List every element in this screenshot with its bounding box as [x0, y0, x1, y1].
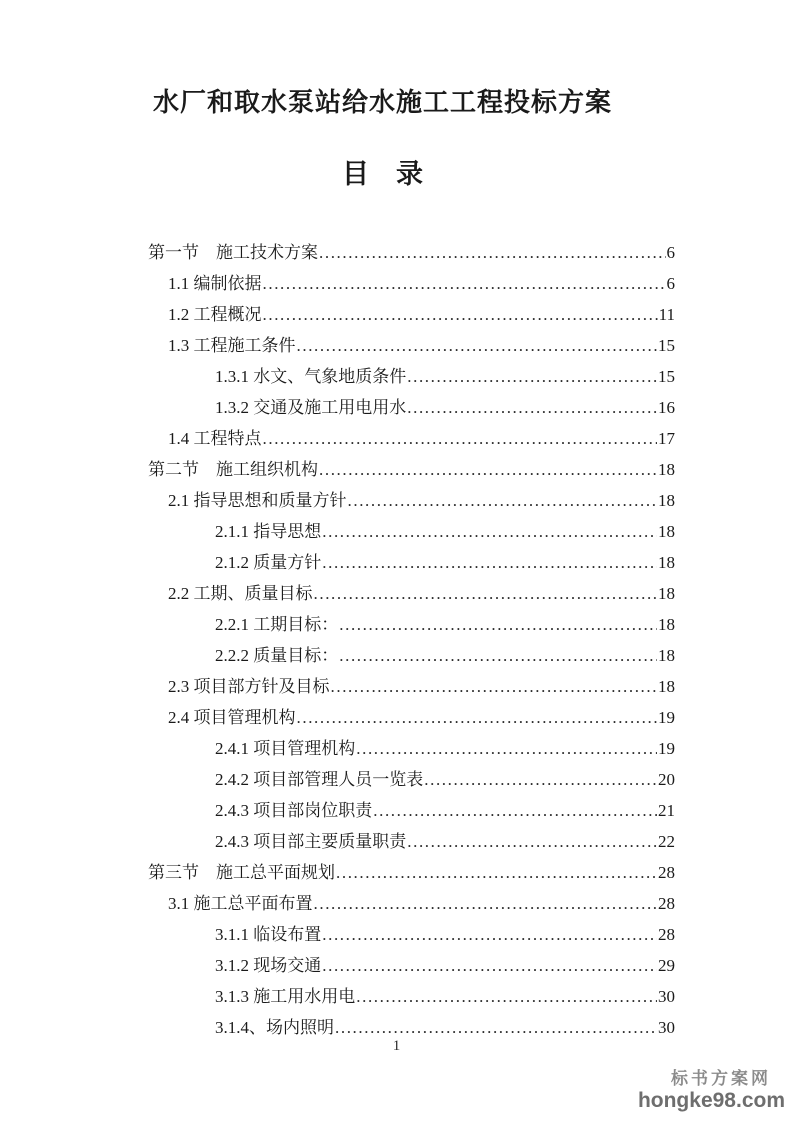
toc-entry-page: 21 [658, 801, 675, 820]
toc-entry-page: 18 [658, 677, 675, 696]
toc-entry [90, 454, 675, 485]
toc-dot-leader [356, 981, 657, 1012]
toc-entry-label: 2.4.3 项目部岗位职责 [215, 801, 373, 820]
toc-entry-page: 17 [658, 429, 675, 448]
toc-entry-label: 第三节 施工总平面规划 [148, 863, 335, 882]
toc-entry-page: 28 [658, 925, 675, 944]
page-number-footer: 1 [392, 1038, 401, 1054]
toc-entry-label: 2.4.2 项目部管理人员一览表 [215, 770, 424, 789]
toc-entry [90, 733, 675, 764]
toc-dot-leader [336, 857, 657, 888]
toc-dot-leader [263, 423, 658, 454]
toc-entry-page: 30 [658, 987, 675, 1006]
toc-dot-leader [297, 702, 658, 733]
toc-dot-leader [314, 578, 658, 609]
toc-entry [90, 516, 675, 547]
toc-entry-page: 18 [658, 646, 675, 665]
toc-entry [90, 423, 675, 454]
toc-entry-label: 1.1 编制依据 [168, 274, 262, 293]
toc-entry [90, 671, 675, 702]
toc-entry [90, 981, 675, 1012]
toc-dot-leader [339, 640, 657, 671]
toc-heading: 目 录 [342, 159, 423, 189]
toc-entry [90, 702, 675, 733]
toc-entry [90, 609, 675, 640]
toc-entry [90, 392, 675, 423]
toc-entry-label: 第二节 施工组织机构 [148, 460, 318, 479]
toc-dot-leader [339, 609, 657, 640]
toc-dot-leader [263, 268, 666, 299]
toc-dot-leader [297, 330, 658, 361]
toc-entry [90, 826, 675, 857]
toc-entry-label: 1.4 工程特点 [168, 429, 262, 448]
toc-entry-page: 19 [658, 739, 675, 758]
toc-entry-page: 18 [658, 553, 675, 572]
toc-list [90, 237, 675, 1043]
toc-dot-leader [331, 671, 658, 702]
toc-entry [90, 485, 675, 516]
toc-dot-leader [319, 454, 657, 485]
toc-entry [90, 764, 675, 795]
toc-entry-label: 2.2 工期、质量目标 [168, 584, 313, 603]
toc-entry-label: 1.3.2 交通及施工用电用水 [215, 398, 407, 417]
toc-dot-leader [407, 392, 657, 423]
toc-entry-page: 28 [658, 863, 675, 882]
toc-entry-page: 6 [666, 274, 675, 293]
toc-entry [90, 299, 675, 330]
toc-entry-page: 6 [666, 243, 675, 262]
toc-entry-page: 28 [658, 894, 675, 913]
toc-dot-leader [356, 733, 657, 764]
toc-entry [90, 268, 675, 299]
toc-entry-page: 16 [658, 398, 675, 417]
watermark-site-url: hongke98.com [637, 1088, 785, 1112]
toc-entry-page: 18 [658, 584, 675, 603]
toc-entry-label: 3.1.2 现场交通 [215, 956, 322, 975]
toc-dot-leader [322, 950, 657, 981]
toc-entry-page: 18 [658, 491, 675, 510]
toc-entry-label: 1.2 工程概况 [168, 305, 262, 324]
toc-entry-label: 2.3 项目部方针及目标 [168, 677, 330, 696]
document-title: 水厂和取水泵站给水施工工程投标方案 [152, 88, 612, 117]
toc-entry-label: 3.1.4、场内照明 [215, 1018, 334, 1037]
toc-entry-label: 2.1.1 指导思想 [215, 522, 322, 541]
toc-dot-leader [322, 919, 657, 950]
toc-entry [90, 547, 675, 578]
toc-dot-leader [263, 299, 658, 330]
toc-entry [90, 361, 675, 392]
toc-dot-leader [373, 795, 657, 826]
toc-entry-label: 2.2.2 质量目标： [215, 646, 339, 665]
toc-entry [90, 950, 675, 981]
toc-entry-page: 15 [658, 336, 675, 355]
toc-entry [90, 857, 675, 888]
toc-dot-leader [348, 485, 658, 516]
toc-dot-leader [319, 237, 666, 268]
toc-entry-label: 1.3 工程施工条件 [168, 336, 296, 355]
toc-entry-label: 3.1.3 施工用水用电 [215, 987, 356, 1006]
toc-entry-label: 3.1.1 临设布置 [215, 925, 322, 944]
toc-entry-label: 3.1 施工总平面布置 [168, 894, 313, 913]
watermark [638, 1070, 785, 1112]
toc-entry-page: 15 [658, 367, 675, 386]
toc-entry-label: 2.1 指导思想和质量方针 [168, 491, 347, 510]
toc-entry [90, 237, 675, 268]
toc-dot-leader [322, 516, 657, 547]
watermark-site-name: 标书方案网 [671, 1069, 771, 1089]
toc-entry-page: 18 [658, 615, 675, 634]
toc-entry-label: 2.1.2 质量方针 [215, 553, 322, 572]
toc-entry-label: 2.2.1 工期目标： [215, 615, 339, 634]
toc-dot-leader [322, 547, 657, 578]
toc-entry-label: 2.4.3 项目部主要质量职责 [215, 832, 407, 851]
toc-dot-leader [314, 888, 658, 919]
toc-entry-page: 22 [658, 832, 675, 851]
toc-entry-label: 1.3.1 水文、气象地质条件 [215, 367, 407, 386]
toc-entry [90, 578, 675, 609]
toc-entry-label: 2.4 项目管理机构 [168, 708, 296, 727]
toc-entry-label: 2.4.1 项目管理机构 [215, 739, 356, 758]
toc-entry-label: 第一节 施工技术方案 [148, 243, 318, 262]
toc-dot-leader [407, 361, 657, 392]
toc-entry [90, 919, 675, 950]
toc-entry [90, 330, 675, 361]
toc-entry-page: 18 [658, 522, 675, 541]
toc-entry [90, 795, 675, 826]
toc-entry-page: 11 [658, 305, 675, 324]
toc-entry-page: 19 [658, 708, 675, 727]
toc-dot-leader [424, 764, 657, 795]
toc-dot-leader [407, 826, 657, 857]
toc-entry-page: 30 [658, 1018, 675, 1037]
toc-entry-page: 18 [658, 460, 675, 479]
toc-entry-page: 29 [658, 956, 675, 975]
toc-entry-page: 20 [658, 770, 675, 789]
toc-entry [90, 640, 675, 671]
toc-entry [90, 888, 675, 919]
